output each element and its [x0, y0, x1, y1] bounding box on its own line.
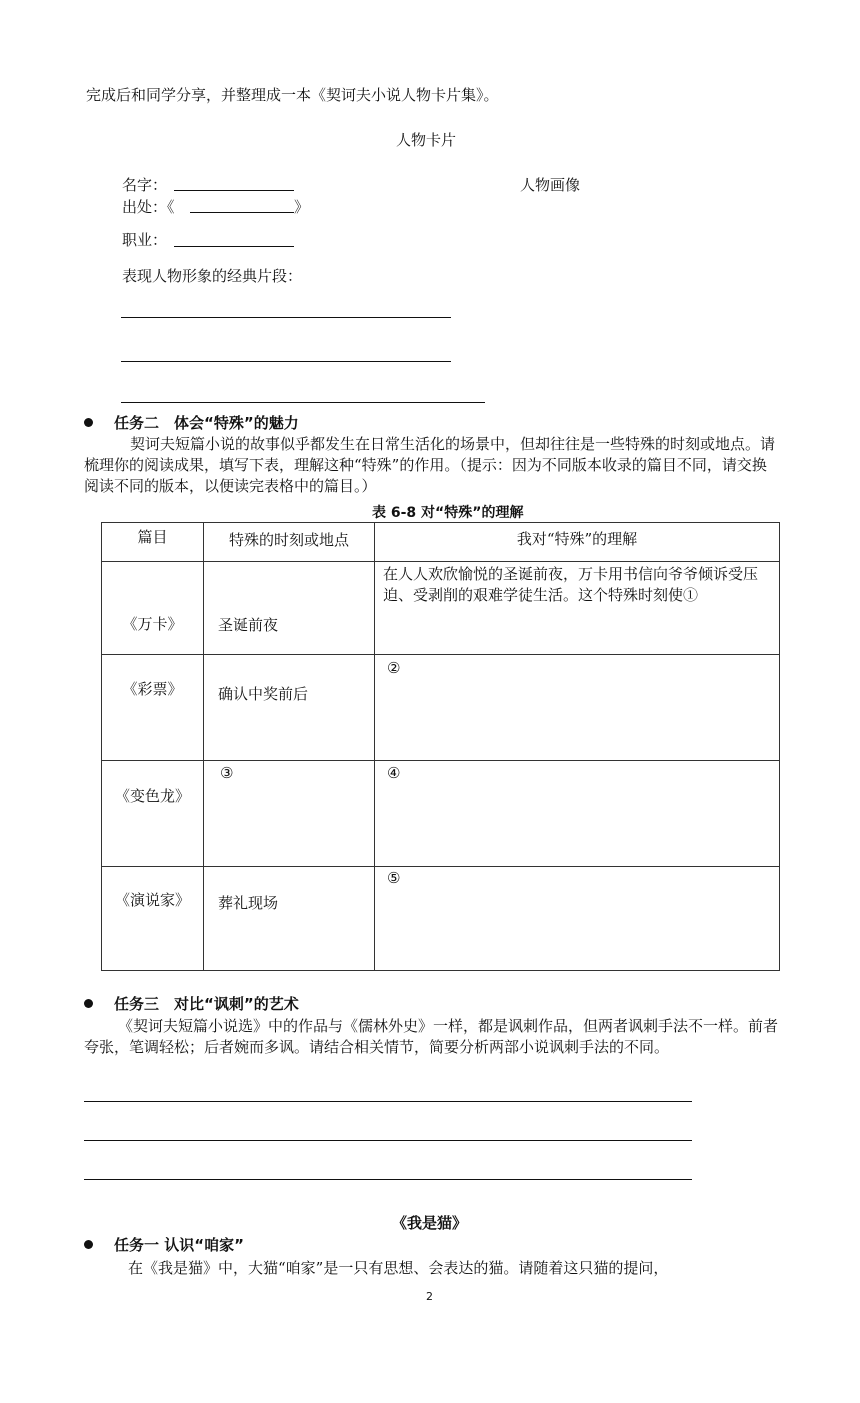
- intro-text: 完成后和同学分享，并整理成一本《契诃夫小说人物卡片集》。: [86, 86, 499, 104]
- row-moment: 葬礼现场: [204, 867, 375, 971]
- row-note[interactable]: 在人人欢欣愉悦的圣诞前夜，万卡用书信向爷爷倾诉受压迫、受剥削的艰难学徒生活。这个特殊时刻使①: [375, 562, 780, 655]
- task1-paragraph: 在《我是猫》中，大猫“咱家”是一只有思想、会表达的猫。请随着这只猫的提问，: [128, 1259, 669, 1277]
- row-title: 《彩票》: [102, 655, 204, 761]
- card-title: 人物卡片: [396, 131, 457, 149]
- row-note[interactable]: ④: [375, 761, 780, 867]
- source-close: 》: [294, 198, 310, 216]
- header-note: 我对“特殊”的理解: [375, 523, 780, 562]
- row-title: 《演说家》: [102, 867, 204, 971]
- row-moment[interactable]: ③: [204, 761, 375, 867]
- answer-line-3[interactable]: [84, 1179, 692, 1180]
- portrait-label: 人物画像: [520, 176, 581, 194]
- table-row: [102, 655, 780, 761]
- task3-paragraph: 《契诃夫短篇小说选》中的作品与《儒林外史》一样，都是讽刺作品，但两者讽刺手法不一样。前者夸张，笔调轻松；后者婉而多讽。请结合相关情节，简要分析两部小说讽刺手法的不同。: [84, 1017, 779, 1056]
- bullet-icon: [84, 1240, 93, 1249]
- table-caption: 表 6-8 对“特殊”的理解: [372, 505, 524, 521]
- excerpt-label: 表现人物形象的经典片段：: [122, 267, 303, 285]
- row-note[interactable]: ⑤: [375, 867, 780, 971]
- header-moment: 特殊的时刻或地点: [204, 523, 375, 562]
- table-row: [102, 562, 780, 655]
- answer-line-1[interactable]: [84, 1101, 692, 1102]
- page-number: 2: [426, 1290, 433, 1303]
- source-blank[interactable]: [190, 212, 294, 213]
- task3-heading: 任务三 对比“讽刺”的艺术: [114, 995, 299, 1013]
- task1-heading: 任务一 认识“咱家”: [114, 1236, 244, 1254]
- bullet-icon: [84, 418, 93, 427]
- book-title: 《我是猫》: [392, 1214, 468, 1232]
- name-label: 名字：: [122, 176, 168, 194]
- bullet-icon: [84, 999, 93, 1008]
- table-row: [102, 761, 780, 867]
- answer-line-2[interactable]: [84, 1140, 692, 1141]
- table-header-row: [102, 523, 780, 562]
- row-note[interactable]: ②: [375, 655, 780, 761]
- excerpt-line-1[interactable]: [121, 317, 451, 318]
- excerpt-line-3[interactable]: [121, 402, 485, 403]
- header-title: 篇目: [102, 523, 204, 562]
- excerpt-line-2[interactable]: [121, 361, 451, 362]
- job-blank[interactable]: [174, 246, 294, 247]
- row-title: 《变色龙》: [102, 761, 204, 867]
- task2-paragraph: 契诃夫短篇小说的故事似乎都发生在日常生活化的场景中，但却往往是一些特殊的时刻或地点。请梳理你的阅读成果，填写下表，理解这种“特殊”的作用。（提示：因为不同版本收录的篇目不同，请交换阅读不同的版本，以便读完表格中的篇目。）: [84, 435, 776, 495]
- row-moment: 圣诞前夜: [204, 562, 375, 655]
- row-moment: 确认中奖前后: [204, 655, 375, 761]
- row-title: 《万卡》: [102, 562, 204, 655]
- name-blank[interactable]: [174, 190, 294, 191]
- table-row: [102, 867, 780, 971]
- job-label: 职业：: [122, 231, 168, 249]
- task2-heading: 任务二 体会“特殊”的魅力: [114, 414, 299, 432]
- source-label: 出处：《: [122, 198, 175, 216]
- special-table: [101, 522, 780, 971]
